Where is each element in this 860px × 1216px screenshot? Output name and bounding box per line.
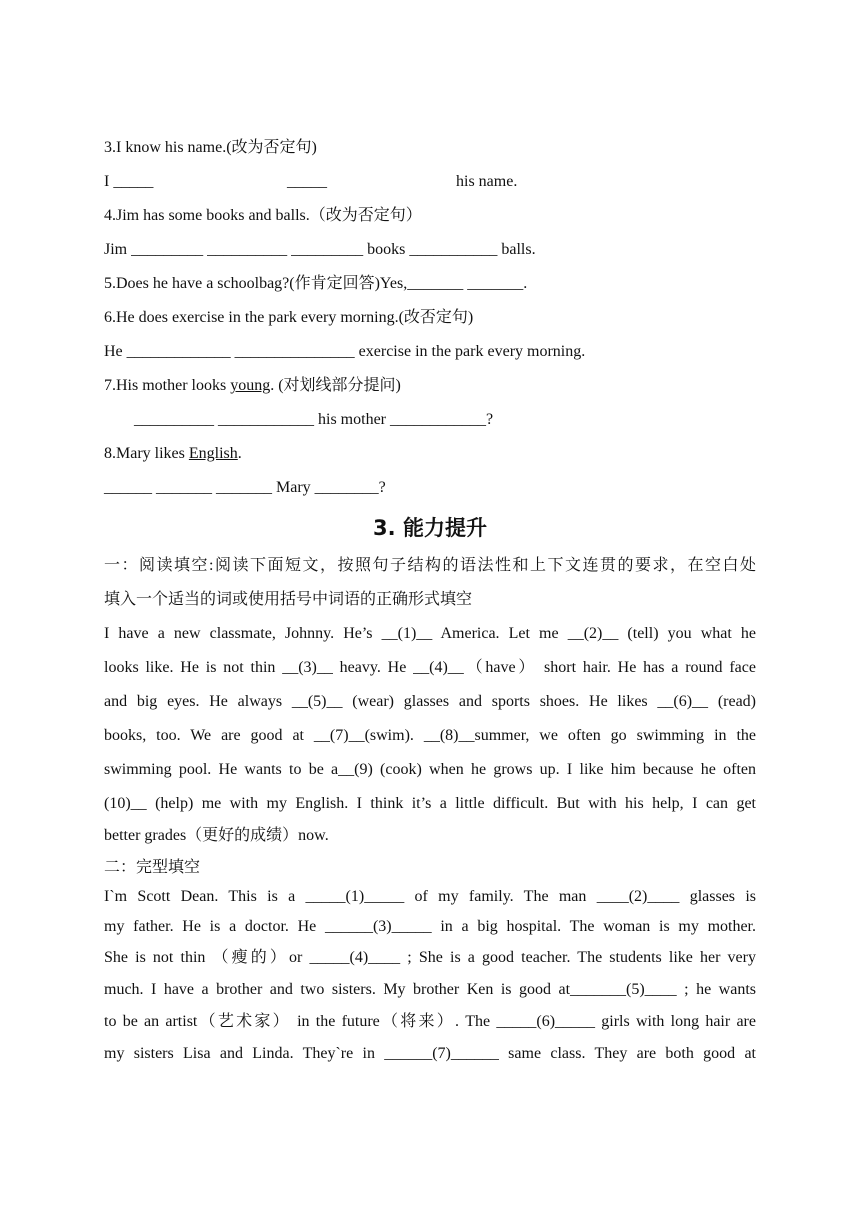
question-3: 3.I know his name.(改为否定句) — [104, 139, 317, 156]
question-6: 6.He does exercise in the park every morning.(改否定句) — [104, 309, 474, 326]
answer-3-a3: his name. — [456, 173, 518, 190]
answer-7: __________ ____________ his mother ____________? — [134, 411, 494, 428]
part2-heading: 二：完型填空 — [104, 859, 201, 876]
question-8-post: . — [237, 445, 242, 462]
question-5: 5.Does he have a schoolbag?(作肯定回答)Yes,_______ _______. — [104, 275, 528, 292]
answer-8: ______ _______ _______ Mary ________? — [104, 479, 386, 496]
passage1-line: (10)__ (help) me with my English. I think it’s a little difficult. But with his help, I can get — [104, 795, 756, 812]
answer-3-a1: I _____ — [104, 173, 154, 190]
passage2-line: She is not thin （瘦的）or _____(4)____ ; She is a good teacher. The students like her very — [104, 949, 756, 966]
passage1-line: looks like. He is not thin __(3)__ heavy. He __(4)__（have） short hair. He has a round face — [104, 659, 756, 676]
part1-heading-line1: 一：阅读填空:阅读下面短文，按照句子结构的语法性和上下文连贯的要求，在空白处 — [104, 557, 756, 574]
question-4: 4.Jim has some books and balls.（改为否定句） — [104, 207, 422, 224]
question-8 — [104, 444, 242, 464]
passage1-line: books, too. We are good at __(7)__(swim). __(8)__summer, we often go swimming in the — [104, 727, 756, 744]
section-title: 3. 能力提升 — [373, 516, 487, 540]
passage2-line: much. I have a brother and two sisters. My brother Ken is good at_______(5)____ ; he wants — [104, 981, 756, 998]
question-7-underlined: young — [230, 377, 271, 394]
question-8-pre: 8.Mary likes — [104, 445, 189, 462]
answer-3-a2: _____ — [287, 173, 327, 190]
question-7-post: . (对划线部分提问) — [270, 377, 401, 394]
passage2-line: my sisters Lisa and Linda. They`re in ______(7)______ same class. They are both good at — [104, 1045, 756, 1062]
question-7 — [104, 376, 401, 396]
question-7-pre: 7.His mother looks — [104, 377, 231, 394]
passage1-line: and big eyes. He always __(5)__ (wear) glasses and sports shoes. He likes __(6)__ (read) — [104, 693, 756, 710]
answer-4: Jim _________ __________ _________ books ___________ balls. — [104, 241, 536, 258]
answer-6: He _____________ _______________ exercise in the park every morning. — [104, 343, 586, 360]
passage2-line: I`m Scott Dean. This is a _____(1)_____ of my family. The man ____(2)____ glasses is — [104, 888, 756, 905]
question-8-underlined: English — [188, 445, 238, 462]
part1-heading-line2: 填入一个适当的词或使用括号中词语的正确形式填空 — [104, 591, 473, 608]
passage1-line: better grades（更好的成绩）now. — [104, 827, 329, 844]
passage2-line: to be an artist（艺术家） in the future（将来）. The _____(6)_____ girls with long hair are — [104, 1013, 756, 1030]
passage1-line: I have a new classmate, Johnny. He’s __(1)__ America. Let me __(2)__ (tell) you what he — [104, 625, 756, 642]
passage2-line: my father. He is a doctor. He ______(3)_____ in a big hospital. The woman is my mother. — [104, 918, 756, 935]
passage1-line: swimming pool. He wants to be a__(9) (cook) when he grows up. I like him because he often — [104, 761, 756, 778]
